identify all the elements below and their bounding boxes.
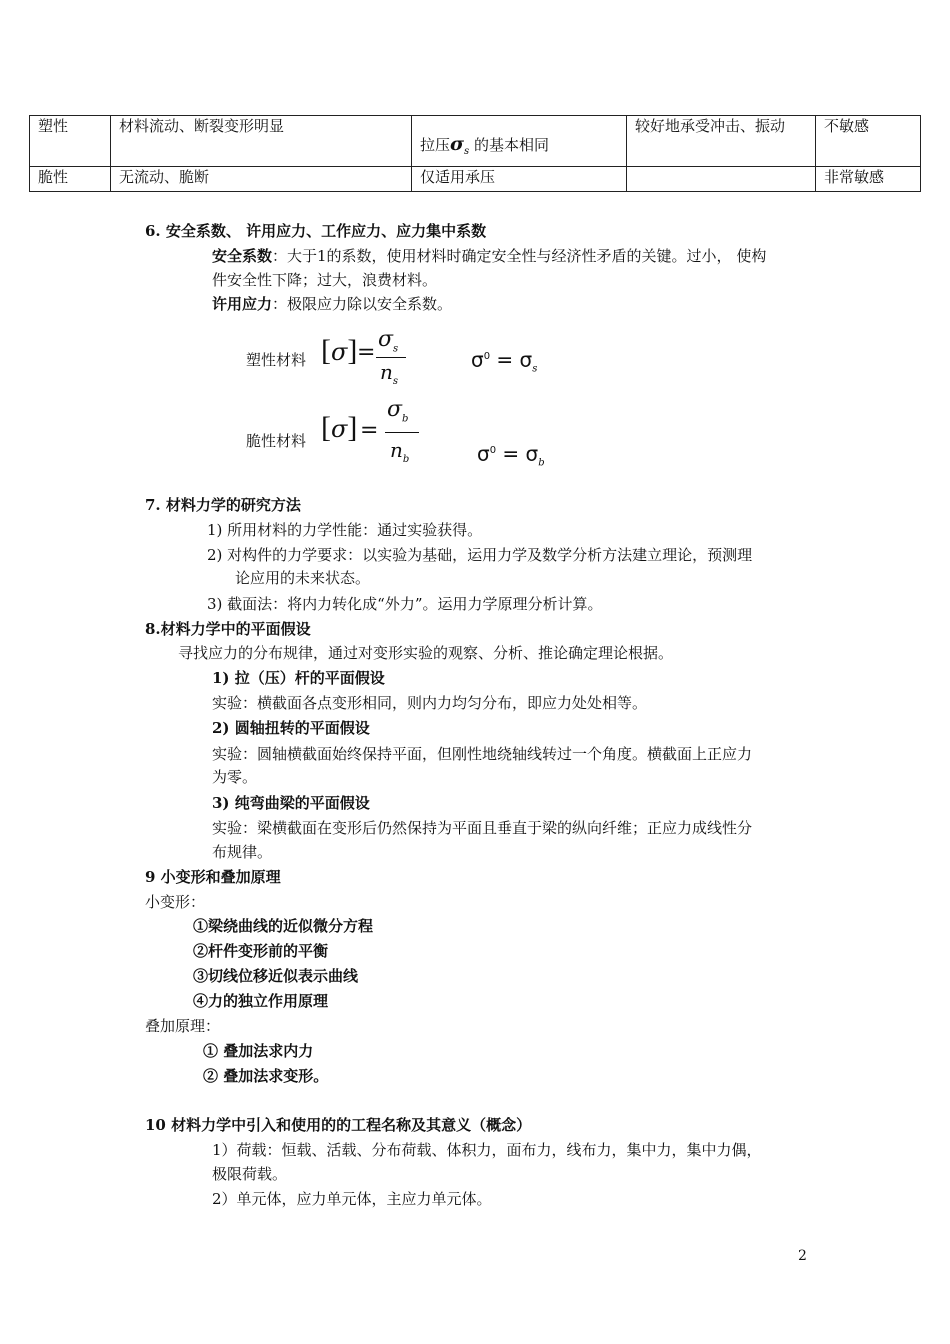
table-cell: 较好地承受冲击、振动 xyxy=(627,116,816,167)
numerator xyxy=(387,397,409,429)
paragraph: 布规律。 xyxy=(212,843,273,861)
sigma-symbol: σ xyxy=(387,397,403,422)
formula-bracket: [σ] xyxy=(321,411,358,444)
list-item: ② 叠加法求变形。 xyxy=(203,1067,329,1085)
subheading: 3) 纯弯曲梁的平面假设 xyxy=(212,794,370,812)
cell-text: 拉压 xyxy=(420,136,451,154)
n-symbol: n xyxy=(380,360,393,384)
subscript: s xyxy=(532,363,538,375)
numerator xyxy=(378,327,399,359)
subscript: b xyxy=(402,413,409,425)
superscript: 0 xyxy=(483,351,491,362)
list-item: ① 叠加法求内力 xyxy=(203,1042,314,1060)
safety-factor-line1 xyxy=(212,246,766,266)
sigma-symbol: σ xyxy=(378,327,394,352)
paragraph: 实验：横截面各点变形相同，则内力均匀分布，即应力处处相等。 xyxy=(212,694,648,712)
paragraph: 1）荷载：恒载、活载、分布荷载、体积力，面布力，线布力，集中力，集中力偶， xyxy=(212,1141,762,1159)
term-text: ：大于1的系数，使用材料时确定安全性与经济性矛盾的关键。过小， 使构 xyxy=(272,247,767,265)
table-cell: 材料流动、断裂变形明显 xyxy=(111,116,412,167)
limit-stress-equation xyxy=(471,346,537,381)
subheading: 1) 拉（压）杆的平面假设 xyxy=(212,669,385,687)
section-10-heading: 10 材料力学中引入和使用的的工程名称及其意义（概念） xyxy=(145,1116,532,1134)
equals-sign: = xyxy=(502,441,520,466)
term-text: ：极限应力除以安全系数。 xyxy=(272,295,453,313)
subscript: b xyxy=(402,454,410,465)
n-symbol: n xyxy=(390,438,403,462)
list-item: ④力的独立作用原理 xyxy=(193,992,329,1010)
section-7-heading: 7. 材料力学的研究方法 xyxy=(145,496,301,514)
material-properties-table xyxy=(29,115,921,192)
small-deformation-label: 小变形： xyxy=(145,893,206,911)
subscript: s xyxy=(393,343,399,355)
sigma-symbol: σ xyxy=(331,415,348,443)
subscript: s xyxy=(464,146,470,157)
table-cell: 无流动、脆断 xyxy=(111,167,412,192)
table-cell xyxy=(412,116,627,167)
safety-factor-line2: 件安全性下降；过大，浪费材料。 xyxy=(212,271,438,289)
paragraph: 实验：圆轴横截面始终保持平面，但刚性地绕轴线转过一个角度。横截面上正应力 xyxy=(212,745,753,763)
denominator xyxy=(380,362,398,392)
list-item: 1) 所用材料的力学性能：通过实验获得。 xyxy=(207,521,483,539)
equals-sign: = xyxy=(360,418,379,443)
list-item: 3) 截面法：将内力转化成“外力”。运用力学原理分析计算。 xyxy=(207,595,603,613)
subheading: 2) 圆轴扭转的平面假设 xyxy=(212,719,370,737)
paragraph: 2）单元体，应力单元体，主应力单元体。 xyxy=(212,1190,492,1208)
brittle-material-label: 脆性材料 xyxy=(246,432,307,450)
allowable-stress-line xyxy=(212,294,452,314)
paragraph: 实验：梁横截面在变形后仍然保持为平面且垂直于梁的纵向纤维；正应力成线性分 xyxy=(212,819,753,837)
table-cell xyxy=(627,167,816,192)
sigma-symbol: σ xyxy=(477,441,490,466)
table-cell: 仅适用承压 xyxy=(412,167,627,192)
list-item: 2) 对构件的力学要求：以实验为基础，运用力学及数学分析方法建立理论，预测理 xyxy=(207,546,753,564)
superscript: 0 xyxy=(489,445,497,456)
equals-sign: = xyxy=(357,340,376,365)
fraction-line xyxy=(376,357,406,358)
table-row xyxy=(30,116,921,167)
formula-bracket: [σ] xyxy=(321,334,358,367)
page-number: 2 xyxy=(798,1248,807,1264)
table-row xyxy=(30,167,921,192)
table-cell: 不敏感 xyxy=(816,116,921,167)
table-cell: 脆性 xyxy=(30,167,111,192)
paragraph: 极限荷载。 xyxy=(212,1165,288,1183)
paragraph: 为零。 xyxy=(212,768,258,786)
fraction-line xyxy=(385,432,419,433)
plastic-material-label: 塑性材料 xyxy=(246,351,307,369)
section-8-heading: 8.材料力学中的平面假设 xyxy=(145,620,311,638)
sigma-symbol: σ xyxy=(331,338,348,366)
term-label: 安全系数 xyxy=(212,247,273,265)
section-6-heading: 6. 安全系数、 许用应力、工作应力、应力集中系数 xyxy=(145,222,487,240)
sigma-symbol: σ xyxy=(519,347,533,372)
cell-text: 的基本相同 xyxy=(469,136,549,154)
table-cell: 非常敏感 xyxy=(816,167,921,192)
term-label: 许用应力 xyxy=(212,295,273,313)
list-item: ②杆件变形前的平衡 xyxy=(193,942,329,960)
list-item-continuation: 论应用的未来状态。 xyxy=(235,569,371,587)
denominator xyxy=(390,440,409,470)
sigma-symbol: σ xyxy=(450,133,465,155)
limit-stress-equation xyxy=(477,440,545,475)
table-cell: 塑性 xyxy=(30,116,111,167)
section-9-heading: 9 小变形和叠加原理 xyxy=(145,868,281,886)
section-8-intro: 寻找应力的分布规律，通过对变形实验的观察、分析、推论确定理论根据。 xyxy=(178,644,674,662)
list-item: ①梁绕曲线的近似微分方程 xyxy=(193,917,374,935)
superposition-label: 叠加原理： xyxy=(145,1017,221,1035)
sigma-symbol: σ xyxy=(471,347,484,372)
subscript: s xyxy=(392,376,399,387)
sigma-symbol: σ xyxy=(525,441,539,466)
list-item: ③切线位移近似表示曲线 xyxy=(193,967,359,985)
equals-sign: = xyxy=(496,347,514,372)
subscript: b xyxy=(538,457,545,469)
